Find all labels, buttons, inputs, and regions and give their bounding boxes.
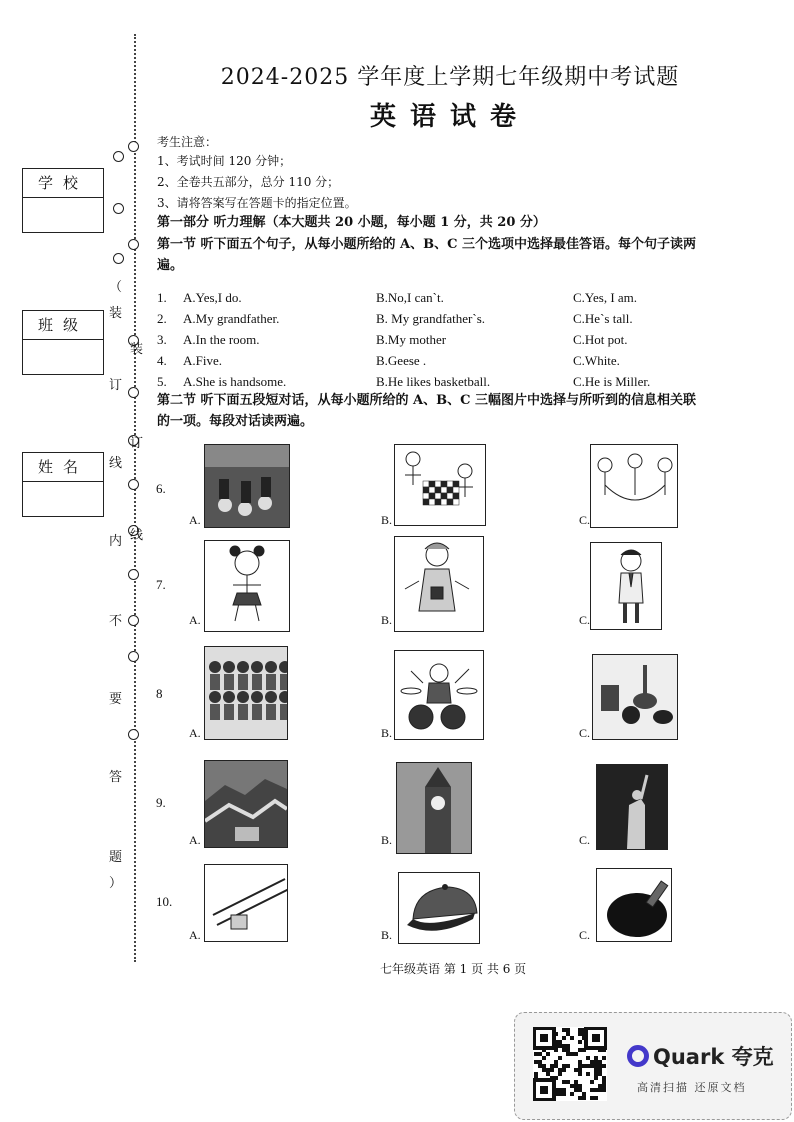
quark-watermark — [514, 1012, 792, 1120]
quark-brand — [627, 1041, 774, 1071]
answer-option-a[interactable]: A.She is handsome. — [183, 374, 287, 389]
question-number: 2. — [157, 311, 167, 326]
binding-ring-icon — [128, 479, 139, 490]
page-title: 2024-2025 学年度上学期七年级期中考试题 — [220, 65, 680, 90]
question-number: 6. — [156, 481, 166, 496]
picture-option-label[interactable]: C. — [579, 726, 591, 740]
question-number: 7. — [156, 577, 166, 592]
binding-note-char: 线 — [130, 528, 144, 543]
section1-instruction-cont: 遍。 — [157, 258, 184, 273]
question-number: 3. — [157, 332, 167, 347]
answer-option-c[interactable]: C.He is Miller. — [573, 374, 651, 389]
binding-ring-icon — [128, 387, 139, 398]
binding-note-char: 装 — [130, 342, 144, 357]
binding-dotted-line — [134, 34, 136, 962]
quark-brand-text: Quark 夸克 — [653, 1045, 774, 1069]
binding-note-char: 答 — [109, 770, 123, 785]
question-row — [157, 290, 777, 310]
answer-option-b[interactable]: B. My grandfather`s. — [376, 311, 486, 326]
question-row — [157, 332, 777, 352]
answer-option-b[interactable]: B.He likes basketball. — [376, 374, 491, 389]
answer-option-a[interactable]: A.Five. — [183, 353, 222, 368]
name-field — [22, 452, 104, 517]
binding-note-char: ） — [109, 876, 123, 891]
family-group-photo-icon[interactable] — [204, 646, 288, 740]
answer-option-c[interactable]: C.Hot pot. — [573, 332, 628, 347]
binding-ring-icon — [128, 651, 139, 662]
school-field-label: 学校 — [23, 169, 103, 198]
quark-logo-icon — [627, 1045, 649, 1067]
question-number: 5. — [157, 374, 167, 389]
answer-option-b[interactable]: B.Geese . — [376, 353, 427, 368]
notice-item: 1、考试时间 120 分钟； — [157, 154, 292, 168]
boy-cartoon-icon[interactable] — [590, 542, 662, 630]
question-number: 10. — [156, 894, 173, 909]
drummer-band-icon[interactable] — [394, 650, 484, 740]
section2-instruction-cont: 的一项。每段对话读两遍。 — [157, 414, 314, 429]
picture-option-label[interactable]: B. — [381, 726, 393, 740]
picture-option-label[interactable]: A. — [189, 513, 201, 527]
question-number: 8 — [156, 686, 163, 701]
binding-ring-icon — [128, 239, 139, 250]
picture-option-label[interactable]: A. — [189, 613, 201, 627]
binding-note-char: 要 — [109, 692, 123, 707]
picture-option-label[interactable]: C. — [579, 613, 591, 627]
answer-option-b[interactable]: B.No,I can`t. — [376, 290, 444, 305]
page-footer: 七年级英语 第 1 页 共 6 页 — [380, 962, 527, 976]
question-number: 4. — [157, 353, 167, 368]
picture-option-label[interactable]: B. — [381, 613, 393, 627]
picture-option-label[interactable]: C. — [579, 513, 591, 527]
notice-item: 3、请将答案写在答题卡的指定位置。 — [157, 196, 357, 210]
binding-note-char: 订 — [109, 378, 123, 393]
name-field-label: 姓名 — [23, 453, 103, 482]
binding-ring-icon — [128, 141, 139, 152]
binding-ring-icon — [128, 569, 139, 580]
binding-ring-icon — [113, 253, 124, 264]
answer-option-c[interactable]: C.Yes, I am. — [573, 290, 638, 305]
binding-note-char: 不 — [109, 614, 123, 629]
baseball-cap-icon[interactable] — [398, 872, 480, 944]
section1-instruction: 第一节 听下面五个句子，从每小题所给的 A、B、C 三个选项中选择最佳答语。每个句子读两 — [157, 237, 696, 252]
picture-option-label[interactable]: C. — [579, 833, 591, 847]
class-field — [22, 310, 104, 375]
big-ben-photo-icon[interactable] — [396, 762, 472, 854]
great-wall-photo-icon[interactable] — [204, 760, 288, 848]
binding-note-char: 内 — [109, 534, 123, 549]
picture-option-label[interactable]: A. — [189, 833, 201, 847]
picture-option-label[interactable]: A. — [189, 726, 201, 740]
binding-note-char: （ — [109, 280, 123, 295]
binding-note-char: 装 — [109, 306, 123, 321]
school-field-blank[interactable] — [23, 198, 103, 232]
question-number: 9. — [156, 795, 166, 810]
qr-code-icon — [533, 1027, 607, 1101]
section2-instruction: 第二节 听下面五段短对话，从每小题所给的 A、B、C 三幅图片中选择与所听到的信息相关联 — [157, 393, 696, 408]
binding-ring-icon — [128, 729, 139, 740]
binding-ring-icon — [113, 203, 124, 214]
family-bikes-photo-icon[interactable] — [204, 444, 290, 528]
class-field-label: 班级 — [23, 311, 103, 340]
binding-note-char: 订 — [130, 436, 144, 451]
picture-option-label[interactable]: C. — [579, 928, 591, 942]
page-subtitle: 英语试卷 — [369, 102, 530, 132]
notice-heading: 考生注意： — [157, 135, 218, 149]
answer-option-a[interactable]: A.My grandfather. — [183, 311, 280, 326]
question-row — [157, 353, 777, 373]
class-field-blank[interactable] — [23, 340, 103, 374]
chopsticks-icon[interactable] — [204, 864, 288, 942]
ping-pong-paddle-icon[interactable] — [596, 868, 672, 942]
statue-of-liberty-photo-icon[interactable] — [596, 764, 668, 850]
name-field-blank[interactable] — [23, 482, 103, 516]
zoo-animals-icon[interactable] — [592, 654, 678, 740]
answer-option-a[interactable]: A.In the room. — [183, 332, 260, 347]
children-chess-icon[interactable] — [394, 444, 486, 526]
answer-option-c[interactable]: C.White. — [573, 353, 620, 368]
question-number: 1. — [157, 290, 167, 305]
picture-option-label[interactable]: B. — [381, 928, 393, 942]
quark-tagline: 高清扫描 还原文档 — [637, 1081, 747, 1094]
school-field — [22, 168, 104, 233]
girl-cartoon-icon[interactable] — [204, 540, 290, 632]
question-row — [157, 311, 777, 331]
part1-title: 第一部分 听力理解（本大题共 20 小题，每小题 1 分，共 20 分） — [157, 215, 546, 230]
picture-option-label[interactable]: B. — [381, 513, 393, 527]
notice-item: 2、全卷共五部分，总分 110 分； — [157, 175, 340, 189]
binding-ring-icon — [128, 615, 139, 626]
grandma-cartoon-icon[interactable] — [394, 536, 484, 632]
answer-option-a[interactable]: A.Yes,I do. — [183, 290, 242, 305]
kids-jump-rope-icon[interactable] — [590, 444, 678, 528]
binding-ring-icon — [113, 151, 124, 162]
binding-note-char: 线 — [109, 456, 123, 471]
picture-option-label[interactable]: B. — [381, 833, 393, 847]
picture-option-label[interactable]: A. — [189, 928, 201, 942]
binding-note-char: 题 — [109, 850, 123, 865]
answer-option-b[interactable]: B.My mother — [376, 332, 447, 347]
answer-option-c[interactable]: C.He`s tall. — [573, 311, 633, 326]
